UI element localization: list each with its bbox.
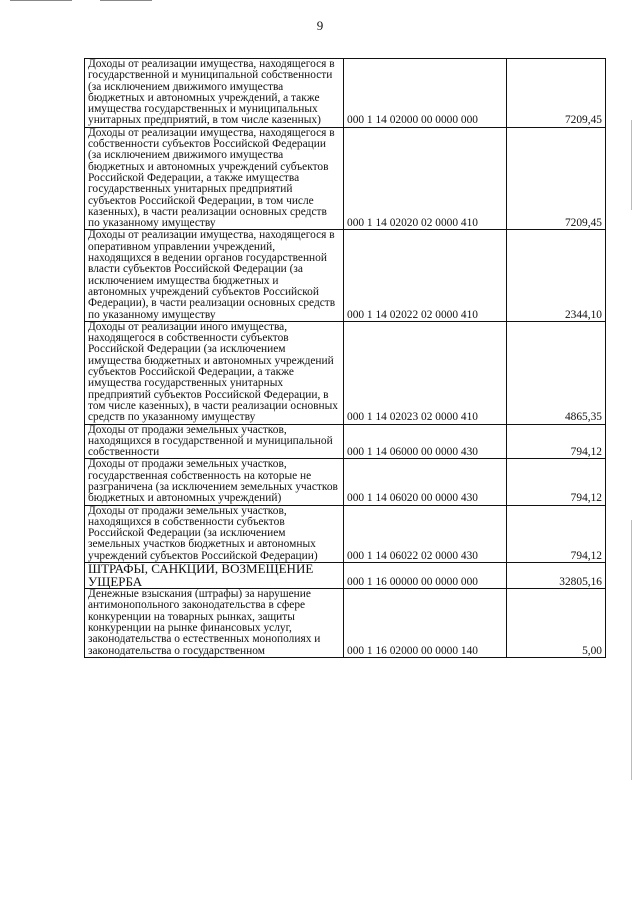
section-heading-cell: ШТРАФЫ, САНКЦИИ, ВОЗМЕЩЕНИЕ УЩЕРБА bbox=[85, 563, 344, 589]
amount-cell: 7209,45 bbox=[507, 59, 606, 128]
amount-cell: 2344,10 bbox=[507, 230, 606, 321]
amount-cell: 794,12 bbox=[507, 505, 606, 562]
budget-code-cell: 000 1 14 02022 02 0000 410 bbox=[344, 230, 507, 321]
table-row bbox=[85, 59, 606, 128]
income-table bbox=[84, 58, 606, 658]
table-row bbox=[85, 589, 606, 658]
table-row bbox=[85, 424, 606, 459]
income-name-cell: Доходы от реализации имущества, находящегося в собственности субъектов Российской Федерации (за исключением движимого имущества бюджетных и автономных учреждений субъектов Российской Федерации, а также имущества государственных унитарных предприятий субъектов Российской Федерации, в том числе казенных), в части реализации основных средств по указанному имуществу bbox=[85, 127, 344, 230]
income-name-cell: Доходы от продажи земельных участков, находящихся в государственной и муниципальной собственности bbox=[85, 424, 344, 459]
amount-cell: 4865,35 bbox=[507, 321, 606, 424]
section-heading-row bbox=[85, 563, 606, 589]
budget-code-cell: 000 1 14 02000 00 0000 000 bbox=[344, 59, 507, 128]
amount-cell: 794,12 bbox=[507, 459, 606, 505]
amount-cell: 7209,45 bbox=[507, 127, 606, 230]
amount-cell: 32805,16 bbox=[507, 563, 606, 589]
budget-code-cell: 000 1 14 06020 00 0000 430 bbox=[344, 459, 507, 505]
budget-code-cell: 000 1 16 02000 00 0000 140 bbox=[344, 589, 507, 658]
income-name-cell: Доходы от продажи земельных участков, государственная собственность на которые не разграничена (за исключением земельных участков бюджетных и автономных учреждений) bbox=[85, 459, 344, 505]
budget-code-cell: 000 1 16 00000 00 0000 000 bbox=[344, 563, 507, 589]
budget-code-cell: 000 1 14 06022 02 0000 430 bbox=[344, 505, 507, 562]
table-row bbox=[85, 127, 606, 230]
scan-margin-mark bbox=[631, 120, 632, 210]
amount-cell: 5,00 bbox=[507, 589, 606, 658]
page-number: 9 bbox=[316, 18, 324, 33]
amount-cell: 794,12 bbox=[507, 424, 606, 459]
income-name-cell: Доходы от реализации имущества, находящегося в государственной и муниципальной собственности (за исключением движимого имущества бюджетных и автономных учреждений, а также имущества государственных и муниципальных унитарных предприятий, в том числе казенных) bbox=[85, 59, 344, 128]
budget-code-cell: 000 1 14 06000 00 0000 430 bbox=[344, 424, 507, 459]
budget-code-cell: 000 1 14 02020 02 0000 410 bbox=[344, 127, 507, 230]
income-name-cell: Доходы от реализации имущества, находящегося в оперативном управлении учреждений, находящихся в ведении органов государственной власти субъектов Российской Федерации (за исключением имущества бюджетных и автономных учреждений субъектов Российской Федерации), в части реализации основных средств по указанному имуществу bbox=[85, 230, 344, 321]
table-row bbox=[85, 321, 606, 424]
table-row bbox=[85, 505, 606, 562]
scan-edge-mark bbox=[100, 0, 152, 2]
income-name-cell: Денежные взыскания (штрафы) за нарушение антимонопольного законодательства в сфере конкуренции на товарных рынках, защиты конкуренции на рынке финансовых услуг, законодательства о естественных монополиях и законодательства о государственном bbox=[85, 589, 344, 658]
income-name-cell: Доходы от продажи земельных участков, находящихся в собственности субъектов Российской Федерации (за исключением земельных участков бюджетных и автономных учреждений субъектов Российской Федерации) bbox=[85, 505, 344, 562]
income-name-cell: Доходы от реализации иного имущества, находящегося в собственности субъектов Российской Федерации (за исключением имущества бюджетных и автономных учреждений субъектов Российской Федерации, а также имущества государственных унитарных предприятий субъектов Российской Федерации, в том числе казенных), в части реализации основных средств по указанному имуществу bbox=[85, 321, 344, 424]
table-row bbox=[85, 230, 606, 321]
table-row bbox=[85, 459, 606, 505]
scan-margin-mark bbox=[631, 520, 632, 780]
scan-edge-mark bbox=[10, 0, 72, 2]
budget-code-cell: 000 1 14 02023 02 0000 410 bbox=[344, 321, 507, 424]
